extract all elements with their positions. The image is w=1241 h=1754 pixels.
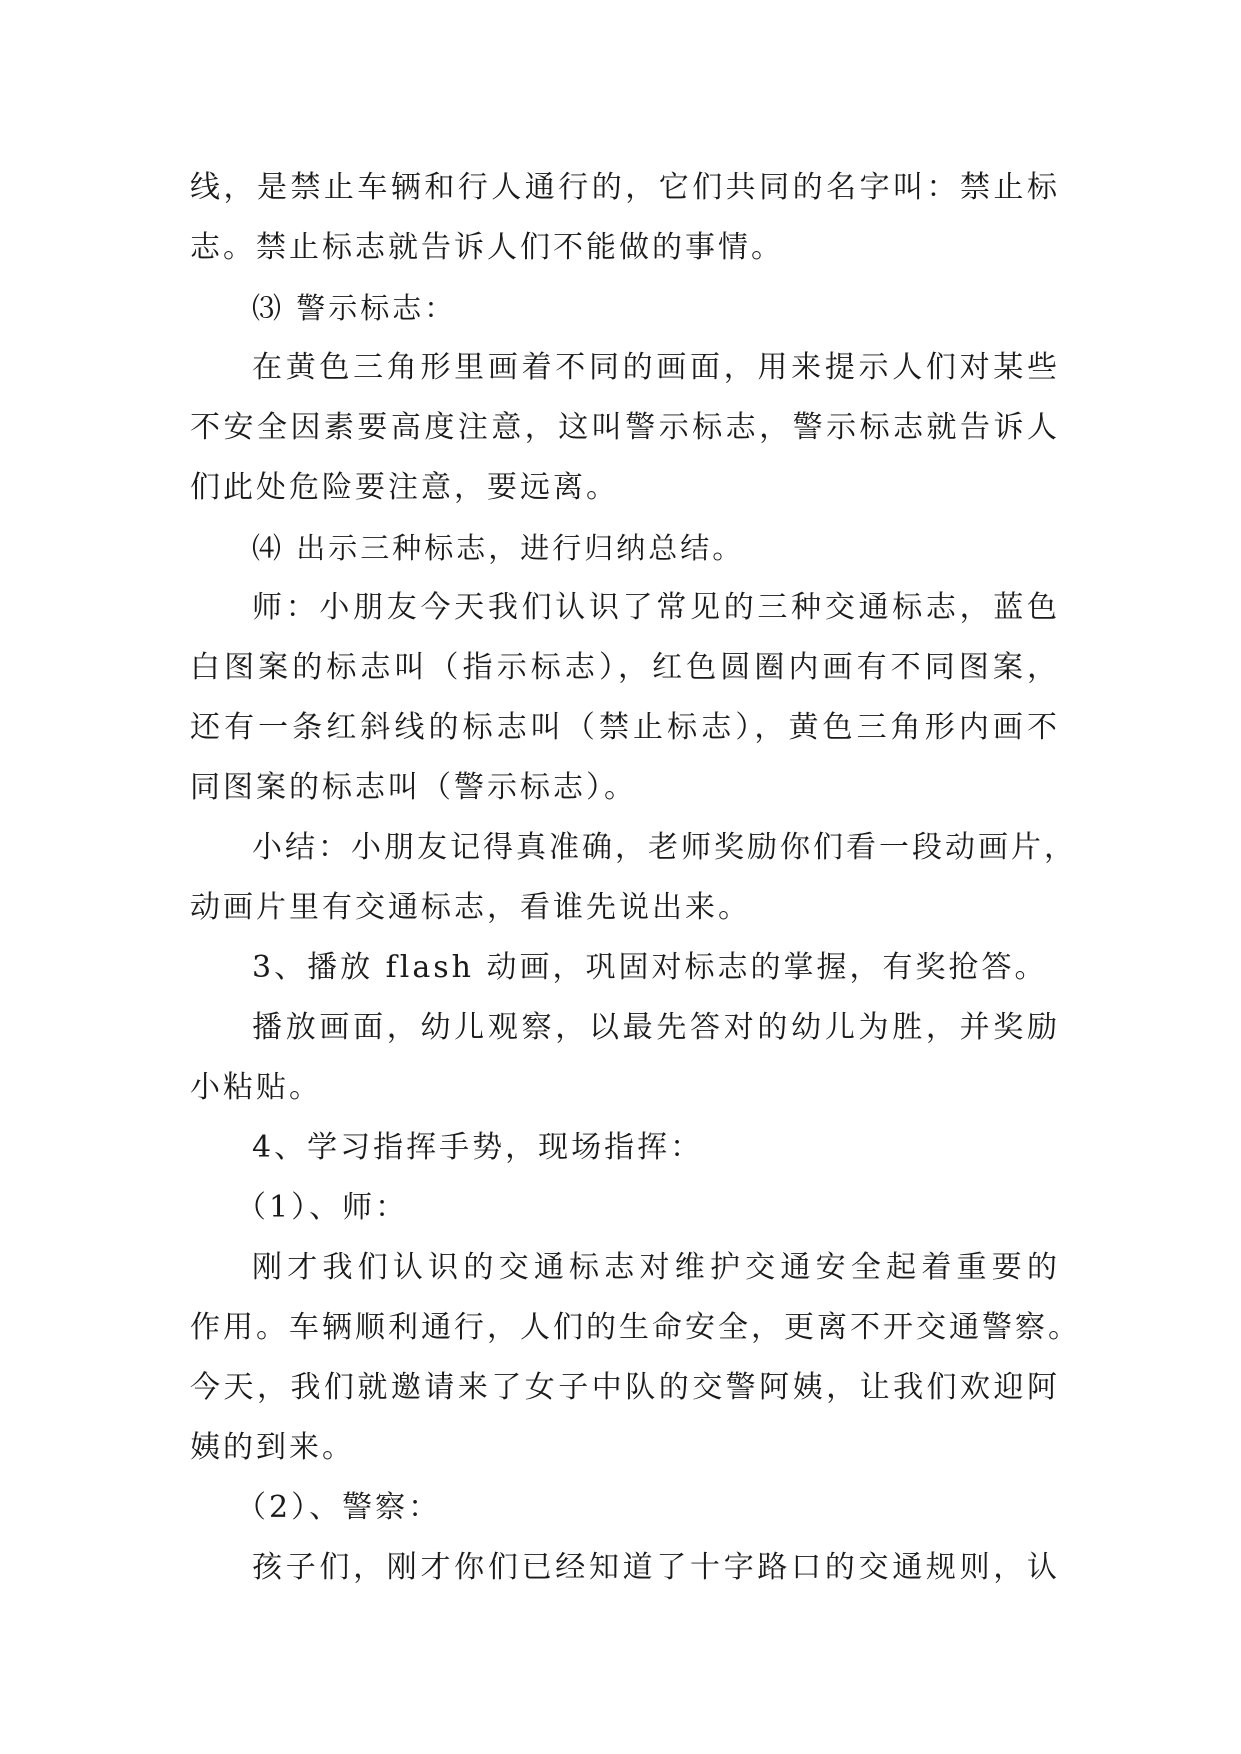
paragraph-play-screen — [190, 998, 1060, 1118]
text-line: 4、学习指挥手势，现场指挥： — [252, 1130, 704, 1165]
text-line: 动画片里有交通标志，看谁先说出来。 — [190, 890, 751, 925]
heading-warning-signs — [190, 278, 1060, 338]
text-line: 姨的到来。 — [190, 1430, 355, 1465]
sub-heading-teacher — [190, 1178, 1060, 1238]
text-line: 孩子们，刚才你们已经知道了十字路口的交通规则，认 — [252, 1550, 1060, 1585]
text-line: 今天，我们就邀请来了女子中队的交警阿姨，让我们欢迎阿 — [190, 1370, 1060, 1405]
text-line: 不安全因素要高度注意，这叫警示标志，警示标志就告诉人 — [190, 410, 1060, 445]
body-text — [190, 158, 1081, 1598]
paragraph-children-rules — [190, 1538, 1060, 1598]
text-line: 还有一条红斜线的标志叫（禁止标志），黄色三角形内画不 — [190, 710, 1060, 745]
step-4-hand-signals — [190, 1118, 1060, 1178]
heading-summary-three-signs — [190, 518, 1060, 578]
text-line: （2）、警察： — [236, 1490, 442, 1525]
text-line: 作用。车辆顺利通行，人们的生命安全，更离不开交通警察。 — [190, 1310, 1081, 1345]
paragraph-teacher-summary — [190, 578, 1060, 818]
text-line: 播放画面，幼儿观察，以最先答对的幼儿为胜，并奖励 — [252, 1010, 1060, 1045]
paragraph-traffic-police-intro — [190, 1238, 1081, 1478]
sub-heading-police — [190, 1478, 1060, 1538]
text-line: 小结：小朋友记得真准确，老师奖励你们看一段动画片， — [252, 830, 1077, 865]
text-line: 小粘贴。 — [190, 1070, 322, 1105]
step-3-flash-animation — [190, 938, 1060, 998]
text-line: 师：小朋友今天我们认识了常见的三种交通标志，蓝色 — [252, 590, 1060, 625]
text-line: ⑶ 警示标志： — [252, 291, 457, 325]
text-line: （1）、师： — [236, 1190, 409, 1225]
text-line: 们此处危险要注意，要远离。 — [190, 470, 619, 505]
paragraph-brief-summary — [190, 818, 1077, 938]
paragraph-warning-signs — [190, 338, 1060, 518]
paragraph-prohibition-continued — [190, 158, 1060, 278]
text-line: 同图案的标志叫（警示标志）。 — [190, 770, 637, 805]
text-line: 线，是禁止车辆和行人通行的，它们共同的名字叫：禁止标 — [190, 170, 1060, 205]
text-line: 刚才我们认识的交通标志对维护交通安全起着重要的 — [252, 1250, 1060, 1285]
text-line: ⑷ 出示三种标志，进行归纳总结。 — [252, 531, 745, 565]
text-line: 志。禁止标志就告诉人们不能做的事情。 — [190, 230, 784, 265]
text-line: 白图案的标志叫（指示标志），红色圆圈内画有不同图案， — [190, 650, 1060, 685]
text-line: 3、播放 flash 动画，巩固对标志的掌握，有奖抢答。 — [252, 950, 1048, 985]
text-line: 在黄色三角形里画着不同的画面，用来提示人们对某些 — [252, 350, 1060, 385]
